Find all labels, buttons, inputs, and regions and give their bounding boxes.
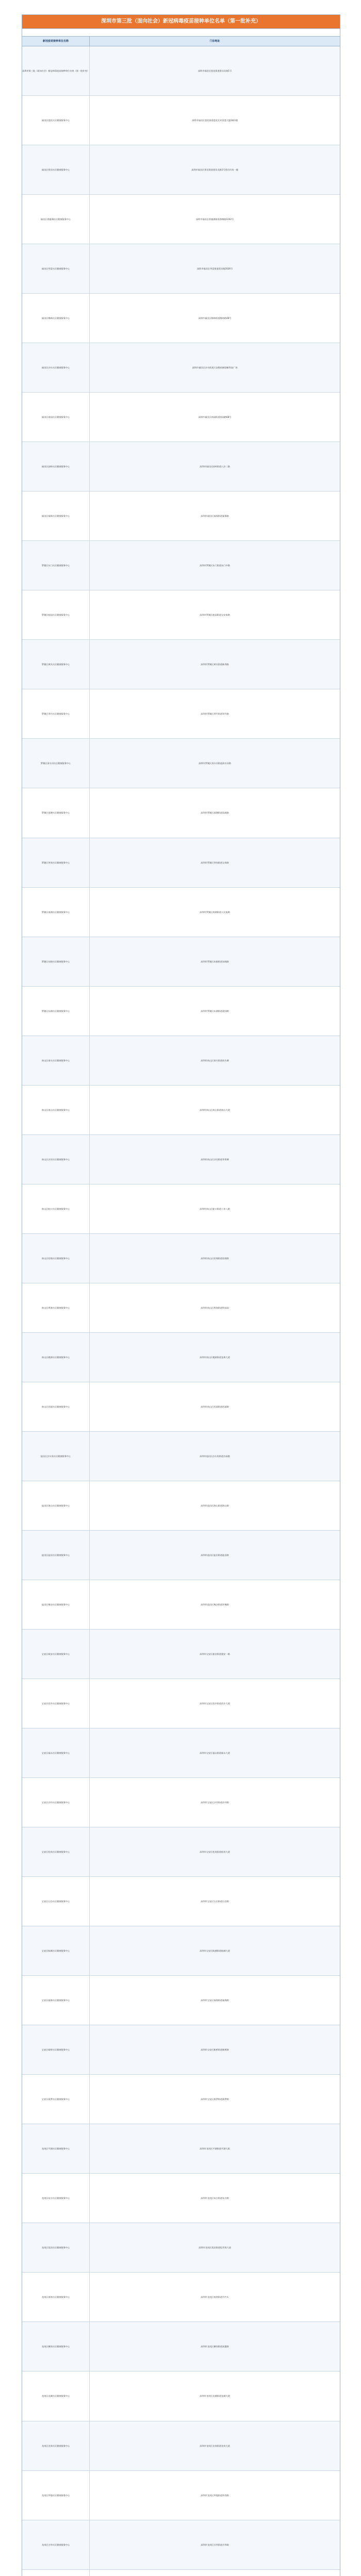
- table-row: [22, 2570, 340, 2576]
- address-cell: 深圳市宝安区石岩街道石岩路: [201, 1900, 229, 1903]
- address-cell: 深圳市盐田区盐田街道盐田路: [201, 1553, 229, 1556]
- table-row: [22, 294, 340, 343]
- site-name-cell: 盐田区盐田社区健康服务中心: [22, 1531, 90, 1580]
- site-name-cell: 福田区梅林社区健康服务中心: [22, 294, 90, 343]
- table-row: [22, 1926, 340, 1976]
- site-name-cell: 南山区沙河社区健康服务中心: [22, 1135, 90, 1184]
- table-row: [22, 1382, 340, 1432]
- vaccination-site-table: [22, 14, 340, 2576]
- table-row: [22, 640, 340, 689]
- address-cell: 深圳市福田区莲花街道莲花北村富莲大厦2栋1楼: [191, 119, 238, 122]
- address-cell: 深圳市宝安区沙井街道沙井路: [201, 1801, 229, 1804]
- table-row: [22, 145, 340, 195]
- table-row: [22, 590, 340, 640]
- table-row: [22, 442, 340, 492]
- site-name-cell: 深圳市第三批（面向社会）新冠病毒疫苗接种单位名单（第一批补充）: [22, 46, 90, 95]
- table-row: [22, 2421, 340, 2471]
- address-cell: 深圳市南山区粤海街道科技园: [201, 1306, 229, 1309]
- table-row: [22, 788, 340, 838]
- site-name-cell: 宝安区燕罗社区健康服务中心: [22, 2075, 90, 2124]
- table-row: [22, 492, 340, 541]
- site-name-cell: 福田区园岭社区健康服务中心: [22, 442, 90, 491]
- table-row: [22, 2174, 340, 2223]
- address-cell: 深圳市龙岗区布吉街道布吉路: [201, 2197, 229, 2200]
- site-name-cell: 罗湖区黄贝社区健康服务中心: [22, 640, 90, 689]
- site-name-cell: 宝安区沙井社区健康服务中心: [22, 1778, 90, 1827]
- address-cell: 深圳市南山区南头街道南头城: [201, 1059, 229, 1062]
- site-name-cell: 南山区桃源社区健康服务中心: [22, 1333, 90, 1382]
- address-cell: 深圳市宝安区新安街道建安一路: [200, 1653, 230, 1655]
- address-cell: 深圳市宝安区松岗街道松岗大道: [200, 1851, 230, 1854]
- site-name-cell: 龙岗区布吉社区健康服务中心: [22, 2174, 90, 2223]
- site-name-cell: 罗湖区桂园社区健康服务中心: [22, 590, 90, 639]
- address-cell: 深圳市宝安区新桥街道新桥路: [201, 2048, 229, 2052]
- table-row: [22, 1432, 340, 1481]
- address-cell: 深圳市罗湖区翠竹街道翠竹路: [201, 713, 229, 716]
- address-cell: 深圳市南山区招商街道招商路: [201, 1257, 229, 1260]
- site-name-cell: 罗湖区清水河社区健康服务中心: [22, 739, 90, 788]
- site-name-cell: 龙岗区坪地社区健康服务中心: [22, 2471, 90, 2520]
- table-row: [22, 888, 340, 937]
- address-cell: 深圳市宝安区福永街道福永大道: [200, 1752, 230, 1755]
- site-name-cell: 福田区福保社区健康服务中心: [22, 492, 90, 540]
- table-row: [22, 96, 340, 145]
- address-cell: 深圳市罗湖区南湖街道人民南路: [200, 910, 230, 913]
- table-row: [22, 1036, 340, 1086]
- address-cell: 深圳市福田区景田街道景田北路1号景田市场一楼: [191, 168, 238, 172]
- address-cell: 深圳市南山区沙河街道华侨城: [201, 1158, 229, 1161]
- address-cell: 深圳市福田区梅林街道梅林路48号: [198, 317, 232, 320]
- site-name-cell: 龙岗区龙岗社区健康服务中心: [22, 2421, 90, 2470]
- table-row: [22, 46, 340, 96]
- address-cell: 深圳市龙岗区坂田街道坂雪岗大道: [199, 2246, 231, 2249]
- site-name-cell: 罗湖区莲塘社区健康服务中心: [22, 788, 90, 837]
- site-name-cell: 南山区粤海社区健康服务中心: [22, 1283, 90, 1332]
- table-title: 深圳市第三批（面向社会）新冠病毒疫苗接种单位名单（第一批补充）: [22, 15, 340, 28]
- address-cell: 深圳市罗湖区莲塘街道国威路: [201, 811, 229, 815]
- site-name-cell: 南山区西丽社区健康服务中心: [22, 1382, 90, 1431]
- site-name-cell: 龙岗区坂田社区健康服务中心: [22, 2223, 90, 2272]
- table-row: [22, 689, 340, 739]
- address-cell: 深圳市宝安区航城街道航城大道: [200, 1950, 230, 1953]
- site-name-cell: 盐田区梅沙社区健康服务中心: [22, 1580, 90, 1629]
- table-row: [22, 937, 340, 987]
- table-row: [22, 244, 340, 294]
- site-name-cell: 福田区莲花社区健康服务中心: [22, 96, 90, 145]
- site-name-cell: 宝安区福海社区健康服务中心: [22, 1976, 90, 2025]
- table-row: [22, 195, 340, 244]
- site-name-cell: 南山区招商社区健康服务中心: [22, 1234, 90, 1283]
- table-row: [22, 1283, 340, 1333]
- address-cell: 深圳市盐田区沙头角街道沙深路: [200, 1454, 230, 1458]
- table-row: [22, 987, 340, 1036]
- table-row: [22, 1184, 340, 1234]
- table-body: [22, 46, 340, 2576]
- table-row: [22, 343, 340, 393]
- site-name-cell: 宝安区西乡社区健康服务中心: [22, 1679, 90, 1728]
- site-name-cell: 龙岗区吉华社区健康服务中心: [22, 2520, 90, 2569]
- site-name-cell: 龙岗区南湾社区健康服务中心: [22, 2273, 90, 2321]
- site-name-cell: 罗湖区东晓社区健康服务中心: [22, 937, 90, 986]
- address-cell: 深圳市龙岗区坪地街道坪西路: [201, 2494, 229, 2497]
- site-name-cell: 宝安区福永社区健康服务中心: [22, 1728, 90, 1777]
- site-name-cell: 福田区华富社区健康服务中心: [22, 244, 90, 293]
- address-cell: 深圳市南山区西丽街道西丽路: [201, 1405, 229, 1408]
- table-row: [22, 1778, 340, 1827]
- address-cell: 深圳市福田区华富街道彩田路2026号: [196, 267, 233, 270]
- table-row: [22, 1679, 340, 1728]
- address-cell: 深圳市罗湖区黄贝街道新秀路: [201, 663, 229, 666]
- table-row: [22, 1531, 340, 1580]
- site-name-cell: 罗湖区笋岗社区健康服务中心: [22, 838, 90, 887]
- address-cell: 深圳市福田区香蜜湖街道香梅路1042号: [195, 218, 234, 221]
- table-row: [22, 1086, 340, 1135]
- table-row: [22, 2371, 340, 2421]
- address-cell: 深圳市龙岗区平湖街道平湖大街: [200, 2147, 230, 2150]
- site-name-cell: 龙岗区龙城社区健康服务中心: [22, 2371, 90, 2420]
- col-header-address: 门诊地址: [209, 40, 220, 43]
- table-row: [22, 1877, 340, 1926]
- site-name-cell: 南山区南山社区健康服务中心: [22, 1086, 90, 1134]
- address-cell: 深圳市南山区桃源街道龙珠大道: [200, 1355, 230, 1359]
- site-name-cell: 龙岗区横岗社区健康服务中心: [22, 2322, 90, 2371]
- address-cell: [90, 2570, 340, 2576]
- table-row: [22, 1728, 340, 1778]
- table-header-row: [22, 36, 340, 46]
- address-cell: 深圳市罗湖区东湖街道爱国路: [201, 1009, 229, 1012]
- address-cell: 深圳市龙岗区龙岗街道龙岗大道: [200, 2444, 230, 2447]
- site-name-cell: 罗湖区南湖社区健康服务中心: [22, 888, 90, 937]
- address-cell: 深圳市龙岗区南湾街道丹竹头: [201, 2296, 229, 2299]
- site-name-cell: 福田区南园社区健康服务中心: [22, 393, 90, 442]
- site-name-cell: 南山区蛇口社区健康服务中心: [22, 1184, 90, 1233]
- site-name-cell: 宝安区石岩社区健康服务中心: [22, 1877, 90, 1926]
- address-cell: 深圳市龙岗区横岗街道深惠路: [201, 2345, 229, 2348]
- table-row: [22, 2124, 340, 2174]
- address-cell: 深圳市罗湖区东门街道东门中路: [200, 564, 230, 567]
- table-row: [22, 393, 340, 442]
- address-cell: 深圳市南山区蛇口街道工业八路: [200, 1207, 230, 1210]
- site-name-cell: 南山区南头社区健康服务中心: [22, 1036, 90, 1085]
- site-name-cell: 宝安区松岗社区健康服务中心: [22, 1827, 90, 1876]
- address-cell: 深圳市宝安区福海街道福海路: [201, 1999, 229, 2002]
- address-cell: 深圳市南山区南山街道南山大道: [200, 1108, 230, 1111]
- site-name-cell: 盐田区海山社区健康服务中心: [22, 1481, 90, 1530]
- table-row: [22, 1333, 340, 1382]
- address-cell: 深圳市龙岗区龙城街道龙城大道: [200, 2395, 230, 2398]
- table-row: [22, 1135, 340, 1184]
- table-row: [22, 2273, 340, 2322]
- table-row: [22, 2025, 340, 2075]
- table-row: [22, 739, 340, 788]
- table-row: [22, 541, 340, 590]
- site-name-cell: 罗湖区翠竹社区健康服务中心: [22, 689, 90, 738]
- table-row: [22, 1481, 340, 1531]
- address-cell: 深圳市龙岗区吉华街道吉华路: [201, 2543, 229, 2546]
- address-cell: 深圳市盐田区梅沙街道环梅路: [201, 1603, 229, 1606]
- address-cell: 深圳市盐田区海山街道海山路: [201, 1504, 229, 1507]
- site-name-cell: 罗湖区东湖社区健康服务中心: [22, 987, 90, 1036]
- col-header-site-name: 新冠疫苗接种单位名称: [22, 37, 90, 46]
- site-name-cell: [22, 2570, 90, 2576]
- table-row: [22, 1976, 340, 2025]
- table-row: [22, 838, 340, 888]
- address-cell: 深圳市宝安区西乡街道西乡大道: [200, 1702, 230, 1705]
- site-name-cell: 福田区沙头社区健康服务中心: [22, 343, 90, 392]
- site-name-cell: 盐田区沙头角社区健康服务中心: [22, 1432, 90, 1481]
- address-cell: 深圳市福田区莲花街道景田北路1号: [198, 70, 232, 72]
- site-name-cell: 宝安区新安社区健康服务中心: [22, 1630, 90, 1679]
- table-row: [22, 1827, 340, 1877]
- site-name-cell: 罗湖区东门社区健康服务中心: [22, 541, 90, 590]
- address-cell: 深圳市宝安区燕罗街道燕罗路: [201, 2098, 229, 2101]
- table-row: [22, 2223, 340, 2273]
- site-name-cell: 龙岗区平湖社区健康服务中心: [22, 2124, 90, 2173]
- table-row: [22, 1630, 340, 1679]
- site-name-cell: 福田区景田社区健康服务中心: [22, 145, 90, 194]
- table-row: [22, 2075, 340, 2124]
- address-cell: 深圳市福田区沙头街道天安数码城创新科技广场: [192, 366, 238, 369]
- site-name-cell: 宝安区航城社区健康服务中心: [22, 1926, 90, 1975]
- table-subheader-spacer: [22, 28, 340, 36]
- table-row: [22, 1580, 340, 1630]
- site-name-cell: 福田区香蜜湖社区健康服务中心: [22, 195, 90, 244]
- table-row: [22, 2520, 340, 2570]
- site-name-cell: 宝安区新桥社区健康服务中心: [22, 2025, 90, 2074]
- address-cell: 深圳市福田区南园街道南园路68号: [198, 416, 232, 419]
- address-cell: 深圳市罗湖区笋岗街道宝岗路: [201, 861, 229, 864]
- address-cell: 深圳市罗湖区清水河街道清水河路: [199, 762, 231, 765]
- address-cell: 深圳市福田区园岭街道八卦二路: [200, 465, 230, 468]
- address-cell: 深圳市福田区福保街道福保路: [201, 515, 229, 518]
- table-row: [22, 2471, 340, 2520]
- table-row: [22, 1234, 340, 1283]
- address-cell: 深圳市罗湖区东晓街道东晓路: [201, 960, 229, 963]
- table-row: [22, 2322, 340, 2371]
- address-cell: 深圳市罗湖区桂园街道宝安南路: [200, 614, 230, 617]
